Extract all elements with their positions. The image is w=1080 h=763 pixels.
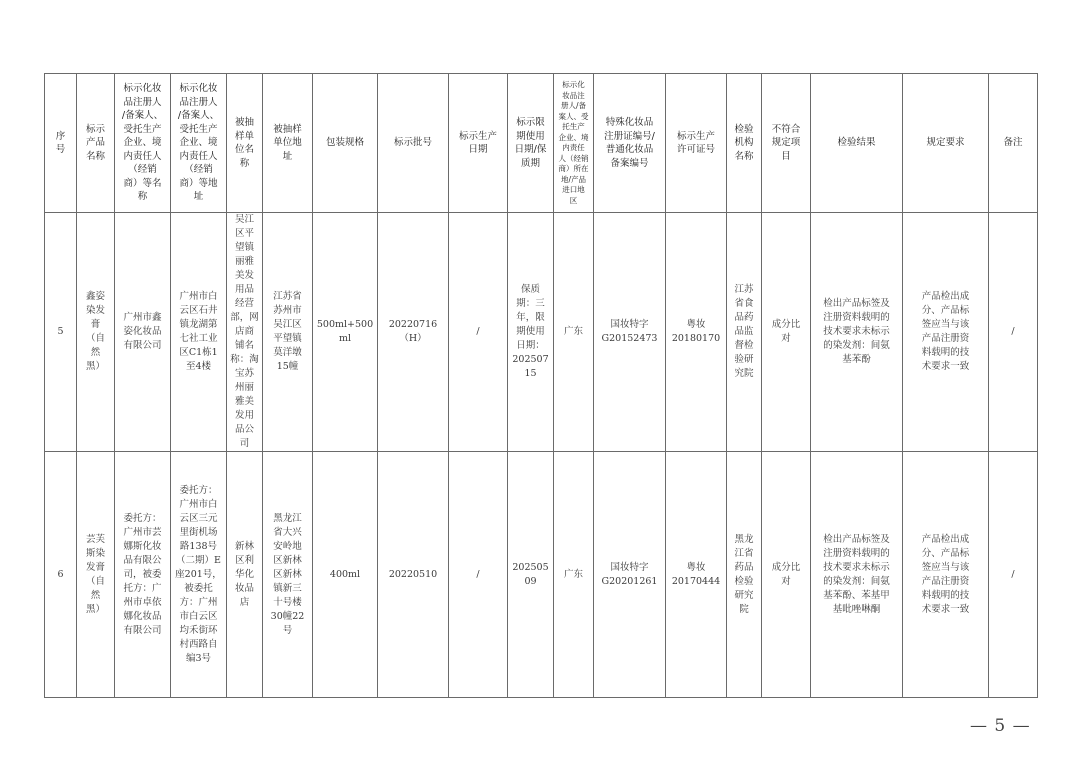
table-cell: 江苏省 苏州市 吴江区 平望镇 莫洋墩 15幢 bbox=[263, 213, 313, 452]
table-cell: 委托方： 广州市芸 娜斯化妆 品有限公 司，被委 托方：广 州市卓依 娜化妆品 有限公司 bbox=[115, 452, 171, 698]
table-cell: 500ml+500 ml bbox=[313, 213, 378, 452]
table-cell: 20220716 （H） bbox=[378, 213, 449, 452]
table-cell: 粤妆 20170444 bbox=[666, 452, 727, 698]
table-cell: / bbox=[989, 452, 1038, 698]
table-cell: 黑龙 江省 药品 检验 研究 院 bbox=[727, 452, 762, 698]
table-cell: 国妆特字 G20152473 bbox=[594, 213, 666, 452]
table-cell: 广州市鑫 姿化妆品 有限公司 bbox=[115, 213, 171, 452]
inspection-results-table bbox=[44, 73, 1038, 698]
table-cell: 6 bbox=[45, 452, 77, 698]
header-cell: 标示化妆 品注册人 /备案人、 受托生产 企业、境 内责任人 （经销 商）等地 址 bbox=[171, 74, 227, 213]
table-cell: 广东 bbox=[554, 213, 594, 452]
header-cell: 不符合 规定项 目 bbox=[762, 74, 811, 213]
header-cell: 包装规格 bbox=[313, 74, 378, 213]
table-cell: 202505 09 bbox=[508, 452, 554, 698]
page-number: — 5 — bbox=[970, 716, 1031, 736]
table-cell: 检出产品标签及 注册资料载明的 技术要求未标示 的染发剂：间氨 基苯酚、苯基甲 基吡唑啉酮 bbox=[811, 452, 903, 698]
table-cell: 广东 bbox=[554, 452, 594, 698]
table-cell: 委托方： 广州市白 云区三元 里街机场 路138号 （二期）E 座201号， 被委托 方：广州 市白云区 均禾街环 村西路自 编3号 bbox=[171, 452, 227, 698]
header-cell: 特殊化妆品 注册证编号/ 普通化妆品 备案编号 bbox=[594, 74, 666, 213]
header-cell: 标示批号 bbox=[378, 74, 449, 213]
table-cell: 黑龙江 省大兴 安岭地 区新林 区新林 镇新三 十号楼 30幢22 号 bbox=[263, 452, 313, 698]
header-cell: 标示生产 许可证号 bbox=[666, 74, 727, 213]
table-cell: 成分比 对 bbox=[762, 213, 811, 452]
table-cell: 粤妆 20180170 bbox=[666, 213, 727, 452]
header-cell: 标示化妆 品注册人 /备案人、 受托生产 企业、境 内责任人 （经销 商）等名 称 bbox=[115, 74, 171, 213]
table-cell: 400ml bbox=[313, 452, 378, 698]
table-row bbox=[45, 213, 1038, 452]
table-cell: 产品检出成 分、产品标 签应当与该 产品注册资 料载明的技 术要求一致 bbox=[903, 213, 989, 452]
table-cell: 检出产品标签及 注册资料载明的 技术要求未标示 的染发剂：间氨 基苯酚 bbox=[811, 213, 903, 452]
table-cell: 吴江 区平 望镇 丽雅 美发 用品 经营 部，网 店商 铺名 称：淘 宝苏 州丽 雅美 发用 品公 司 bbox=[227, 213, 263, 452]
header-cell: 标示 产品 名称 bbox=[77, 74, 115, 213]
header-cell: 标示生产 日期 bbox=[449, 74, 508, 213]
header-cell: 被抽样 单位地 址 bbox=[263, 74, 313, 213]
table-cell: / bbox=[449, 213, 508, 452]
table-cell: / bbox=[449, 452, 508, 698]
table-row bbox=[45, 452, 1038, 698]
header-cell: 标示化 妆品注 册人/备 案人、受 托生产 企业、境 内责任 人（经销 商）所在 地/产品 进口地 区 bbox=[554, 74, 594, 213]
table-cell: 保质 期：三 年，限 期使用 日期： 202507 15 bbox=[508, 213, 554, 452]
table-cell: 江苏 省食 品药 品监 督检 验研 究院 bbox=[727, 213, 762, 452]
table-cell: 国妆特字 G20201261 bbox=[594, 452, 666, 698]
header-cell: 标示限 期使用 日期/保 质期 bbox=[508, 74, 554, 213]
table-cell: 成分比 对 bbox=[762, 452, 811, 698]
table-cell: 芸芙 斯染 发膏 （自 然 黑） bbox=[77, 452, 115, 698]
table-cell: 新林 区利 华化 妆品 店 bbox=[227, 452, 263, 698]
header-cell: 检验 机构 名称 bbox=[727, 74, 762, 213]
table-cell: 5 bbox=[45, 213, 77, 452]
table-cell: 广州市白 云区石井 镇龙湖第 七社工业 区C1栋1 至4楼 bbox=[171, 213, 227, 452]
table-header-row bbox=[45, 74, 1038, 213]
header-cell: 检验结果 bbox=[811, 74, 903, 213]
table-cell: 产品检出成 分、产品标 签应当与该 产品注册资 料载明的技 术要求一致 bbox=[903, 452, 989, 698]
header-cell: 被抽 样单 位名 称 bbox=[227, 74, 263, 213]
table-cell: 鑫姿 染发 膏 （自 然 黑） bbox=[77, 213, 115, 452]
table-cell: 20220510 bbox=[378, 452, 449, 698]
header-cell: 序 号 bbox=[45, 74, 77, 213]
header-cell: 备注 bbox=[989, 74, 1038, 213]
table-cell: / bbox=[989, 213, 1038, 452]
header-cell: 规定要求 bbox=[903, 74, 989, 213]
